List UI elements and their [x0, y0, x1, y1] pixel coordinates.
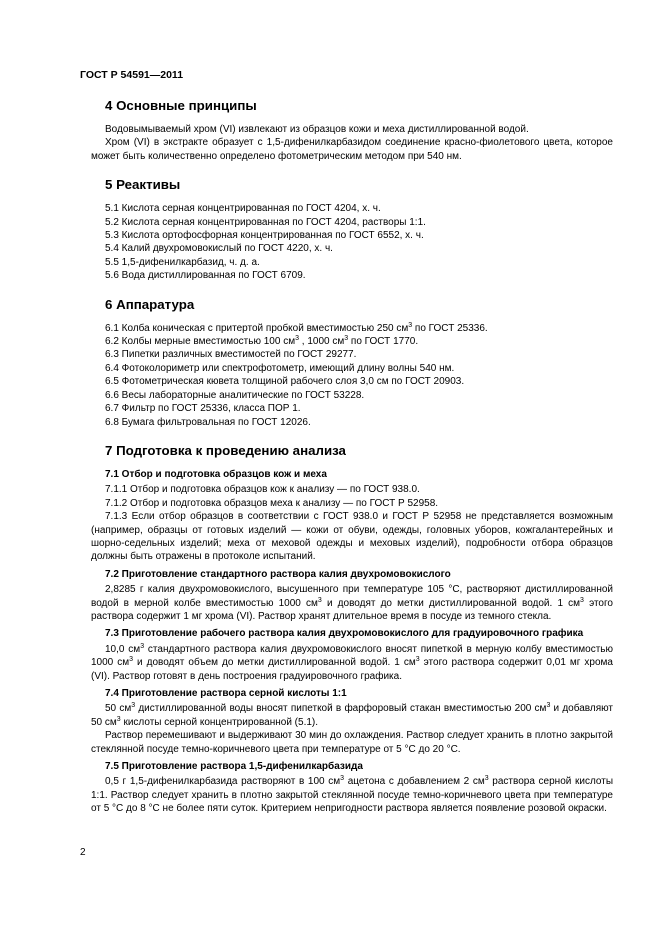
list-item: 6.6 Весы лабораторные аналитические по ГОСТ 53228.: [105, 389, 365, 401]
page-number: 2: [80, 847, 86, 858]
subsection-7-1-title: 7.1 Отбор и подготовка образцов кож и меха: [105, 468, 327, 480]
paragraph: 0,5 г 1,5-дифенилкарбазида растворяют в 100 $см^3$ ацетона с добавлением 2 $см^3$ раствора серной кислоты 1:1. Раствор следует хранить в плотно закрытой стеклянной посуде темно-коричневого цвета при температуре от 5 °С до 8 °С не более пяти суток. Критерием непригодности раствора является появление розовой окраски.: [91, 775, 614, 815]
section-5-title: 5 Реактивы: [105, 177, 181, 193]
section-4-p1: Водовымываемый хром (VI) извлекают из образцов кожи и меха дистиллированной водой.: [105, 124, 529, 135]
paragraph: 7.1.1 Отбор и подготовка образцов кож к анализу — по ГОСТ 938.0.: [105, 484, 420, 496]
list-item: 6.4 Фотоколориметр или спектрофотометр, имеющий длину волны 540 нм.: [105, 362, 455, 374]
list-item: 6.8 Бумага фильтровальная по ГОСТ 12026.: [105, 416, 311, 428]
list-item: 5.1 Кислота серная концентрированная по ГОСТ 4204, х. ч.: [105, 203, 381, 215]
list-item: 5.5 1,5-дифенилкарбазид, ч. д. а.: [105, 256, 260, 268]
paragraph: 2,8285 г калия двухромовокислого, высушенного при температуре 105 °С, растворяют дистиллированной водой в мерной колбе вместимостью 1000 $см^3$ и доводят до метки дистиллированной водой. 1 $см^3$ этого раствора содержит 1 мг хрома (VI). Раствор хранят длительное время в посуде из темного стекла.: [91, 584, 613, 622]
subsection-7-4-title: 7.4 Приготовление раствора серной кислоты 1:1: [105, 688, 347, 699]
list-item: 5.2 Кислота серная концентрированная по ГОСТ 4204, растворы 1:1.: [105, 216, 426, 228]
list-item: 6.5 Фотометрическая кювета толщиной рабочего слоя 3,0 см по ГОСТ 20903.: [105, 376, 465, 388]
list-item: 6.2 Колбы мерные вместимостью 100 $см^3$ , 1000 $см^3$ по ГОСТ 1770.: [105, 335, 419, 348]
paragraph: 10,0 $см^3$ стандартного раствора калия двухромовокислого вносят пипеткой в мерную колбу вместимостью 1000 $см^3$ и доводят объем до метки дистиллированной водой. 1 $см^3$ этого раствора содержит 0,01 мг хрома (VI). Раствор готовят в день построения градуировочного графика.: [91, 642, 613, 682]
paragraph: 7.1.3 Если отбор образцов в соответствии с ГОСТ 938.0 и ГОСТ Р 52958 не представляется возможным (например, образцы от готовых изделий — кожи от обуви, одежды, головных уборов, кожгалантерейных и шорно-седельных изделий; меха от меховой одежды и меховых изделий), подробности отбора образцов должны быть отражены в протоколе испытаний.: [91, 511, 613, 563]
section-4-p2: Хром (VI) в экстракте образует с 1,5-дифенилкарбазидом соединение красно-фиолетового цвета, которое может быть количественно определено фотометрическим методом при 540 нм.: [91, 137, 613, 162]
list-item: 5.3 Кислота ортофосфорная концентрированная по ГОСТ 6552, х. ч.: [105, 230, 424, 242]
standard-header: ГОСТ Р 54591—2011: [80, 69, 184, 81]
section-4-title: 4 Основные принципы: [105, 98, 257, 113]
section-6-title: 6 Аппаратура: [105, 296, 195, 312]
list-item: 6.1 Колба коническая с притертой пробкой вместимостью 250 $см^3$ по ГОСТ 25336.: [105, 321, 488, 334]
document-body: [91, 92, 613, 816]
subsection-7-3-title: 7.3 Приготовление рабочего раствора калия двухромовокислого для градуировочного графика: [105, 628, 584, 640]
list-item: 6.3 Пипетки различных вместимостей по ГОСТ 29277.: [105, 349, 357, 361]
section-7-title: 7 Подготовка к проведению анализа: [105, 442, 346, 458]
subsection-7-2-title: 7.2 Приготовление стандартного раствора калия двухромовокислого: [105, 568, 451, 580]
paragraph: 50 $см^3$ дистиллированной воды вносят пипеткой в фарфоровый стакан вместимостью 200 $см^3$ и добавляют 50 $см^3$ кислоты серной концентрированной (5.1).: [91, 702, 614, 728]
list-item: 5.6 Вода дистиллированная по ГОСТ 6709.: [105, 270, 306, 282]
paragraph: Раствор перемешивают и выдерживают 30 мин до охлаждения. Раствор следует хранить в плотно закрытой стеклянной посуде темно-коричневого цвета при температуре от 5 °С до 20 °С.: [91, 730, 613, 755]
list-item: 6.7 Фильтр по ГОСТ 25336, класса ПОР 1.: [105, 403, 301, 415]
subsection-7-5-title: 7.5 Приготовление раствора 1,5-дифенилкарбазида: [105, 761, 363, 773]
paragraph: 7.1.2 Отбор и подготовка образцов меха к анализу — по ГОСТ Р 52958.: [105, 497, 439, 509]
list-item: 5.4 Калий двухромовокислый по ГОСТ 4220, х. ч.: [105, 243, 333, 255]
